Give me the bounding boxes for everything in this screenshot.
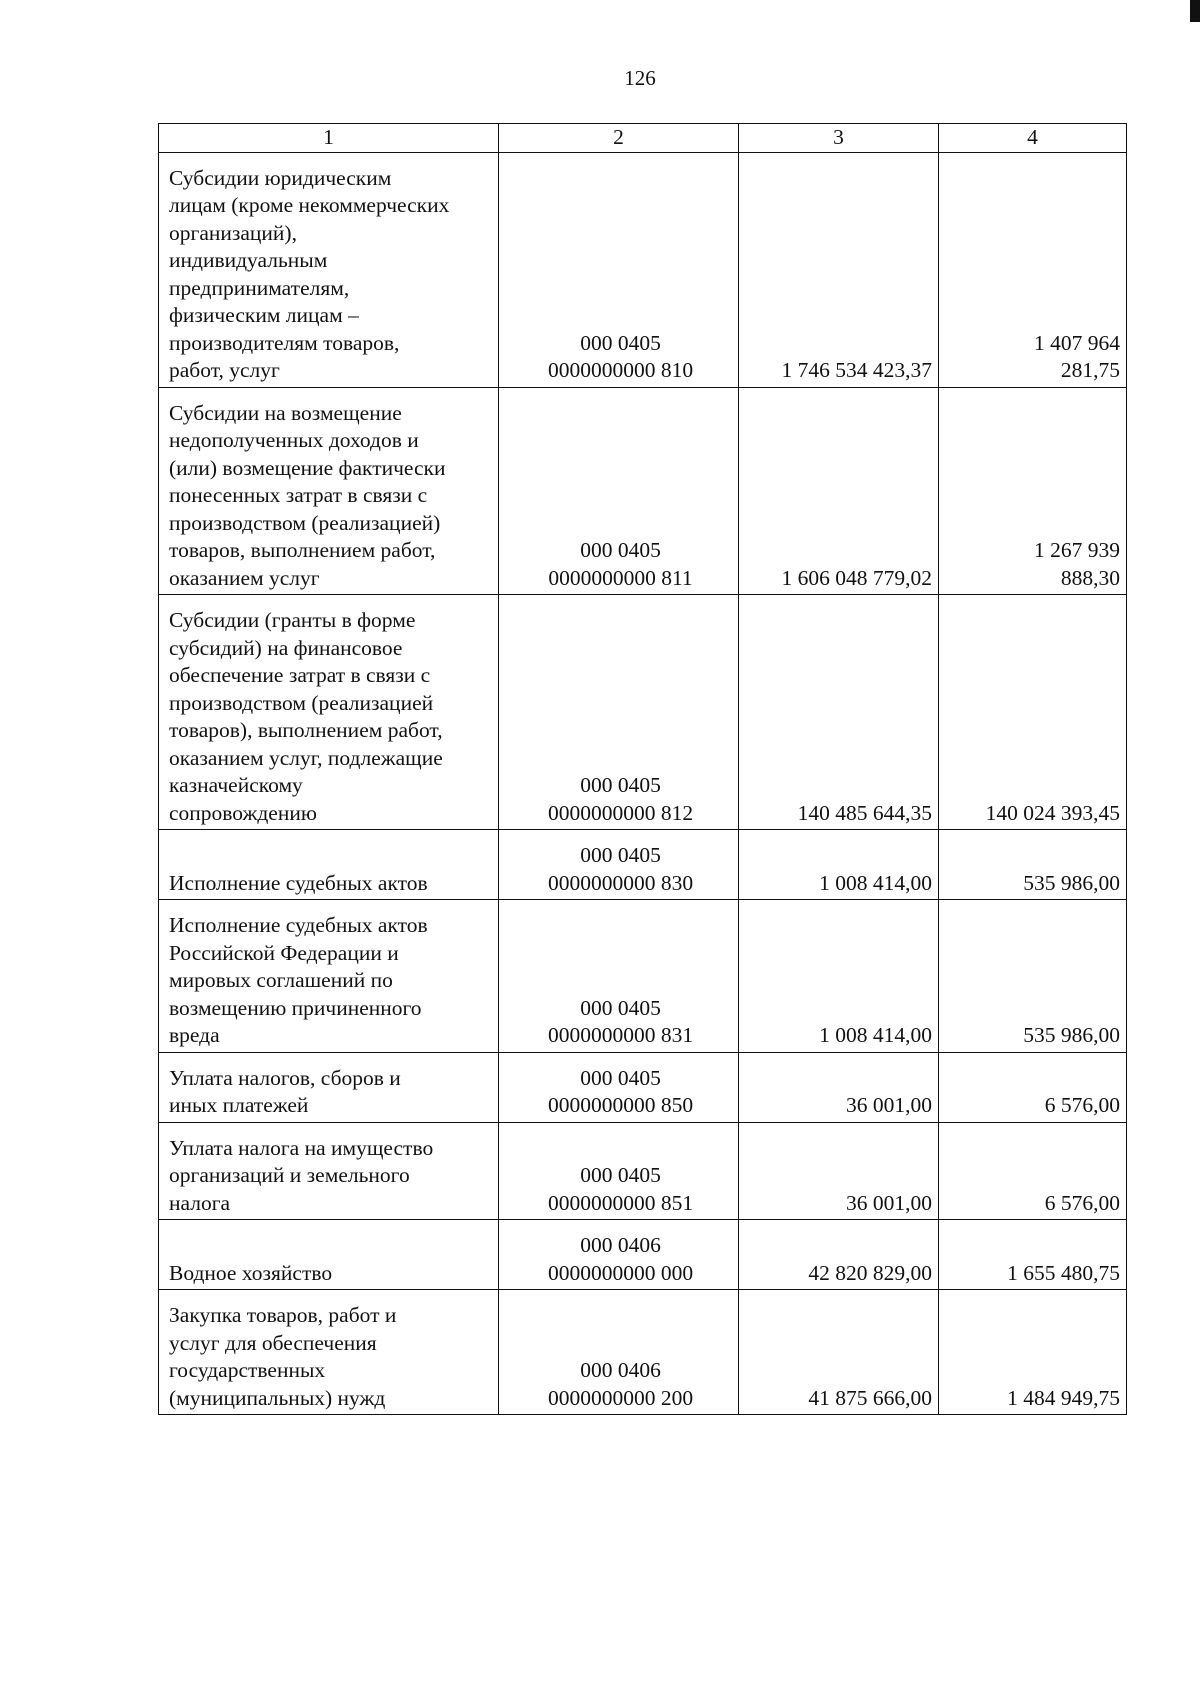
row-value-3-cell	[739, 1220, 939, 1290]
row-value-3: 36 001,00	[846, 1190, 932, 1215]
row-value-3-cell	[739, 1122, 939, 1220]
row-name-cell	[159, 152, 499, 387]
table-row	[159, 1220, 1127, 1290]
row-value-4-cell	[939, 1290, 1127, 1415]
row-value-3-cell	[739, 830, 939, 900]
column-header-4: 4	[939, 124, 1127, 153]
row-code: 000 0405 0000000000 850	[547, 1065, 694, 1117]
row-value-4: 6 576,00	[1044, 1093, 1120, 1117]
row-value-3: 1 746 534 423,37	[781, 358, 932, 382]
row-value-4-cell	[939, 830, 1127, 900]
column-header-2: 2	[499, 124, 739, 153]
row-value-3: 36 001,00	[846, 1093, 932, 1117]
row-value-4-cell	[939, 1220, 1127, 1290]
row-value-4: 535 986,00	[1023, 870, 1120, 895]
table-row	[159, 1052, 1127, 1122]
row-value-4-cell	[939, 1052, 1127, 1122]
row-name-cell	[159, 595, 499, 830]
row-name: Субсидии на возмещение недополученных доходов и (или) возмещение фактически понесенных затрат в связи с производством (реализацией) товаров, выполнением работ, оказанием услуг	[169, 400, 446, 590]
row-name-cell	[159, 900, 499, 1053]
row-code-cell	[499, 387, 739, 595]
row-value-4: 1 655 480,75	[1007, 1260, 1120, 1285]
budget-table	[158, 123, 1127, 1415]
page-number: 126	[624, 66, 656, 90]
row-name-cell	[159, 1052, 499, 1122]
row-value-4-cell	[939, 152, 1127, 387]
row-value-4: 140 024 393,45	[985, 800, 1120, 825]
table-row	[159, 152, 1127, 387]
row-name: Субсидии (гранты в форме субсидий) на финансовое обеспечение затрат в связи с производством (реализацией товаров), выполнением работ, оказанием услуг, подлежащие казначейскому сопровождению	[169, 608, 443, 825]
row-code: 000 0405 0000000000 811	[548, 538, 693, 590]
row-value-3: 41 875 666,00	[808, 1385, 932, 1410]
row-value-4: 1 407 964 281,75	[1034, 330, 1120, 382]
row-code: 000 0406 0000000000 200	[547, 1358, 694, 1410]
row-value-3-cell	[739, 1290, 939, 1415]
row-code: 000 0405 0000000000 812	[547, 773, 694, 825]
row-value-4: 6 576,00	[1044, 1190, 1120, 1215]
row-value-3: 140 485 644,35	[797, 800, 932, 825]
row-value-4-cell	[939, 1122, 1127, 1220]
row-value-4: 1 484 949,75	[1007, 1385, 1120, 1410]
row-name: Водное хозяйство	[169, 1260, 333, 1285]
row-name-cell	[159, 1122, 499, 1220]
column-header-3: 3	[739, 124, 939, 153]
row-code: 000 0405 0000000000 851	[547, 1163, 694, 1215]
row-code-cell	[499, 1052, 739, 1122]
table-row	[159, 1290, 1127, 1415]
row-code-cell	[499, 595, 739, 830]
row-value-3: 1 008 414,00	[819, 1023, 932, 1047]
row-value-3: 1 606 048 779,02	[781, 565, 932, 590]
row-name-cell	[159, 387, 499, 595]
table-row	[159, 595, 1127, 830]
row-value-3: 42 820 829,00	[808, 1260, 932, 1285]
row-name: Уплата налогов, сборов и иных платежей	[169, 1065, 401, 1117]
row-code: 000 0406 0000000000 000	[547, 1233, 694, 1285]
table-row	[159, 387, 1127, 595]
row-code-cell	[499, 900, 739, 1053]
row-value-4-cell	[939, 387, 1127, 595]
row-value-4-cell	[939, 595, 1127, 830]
column-header-1: 1	[159, 124, 499, 153]
row-code-cell	[499, 830, 739, 900]
row-code: 000 0405 0000000000 831	[547, 995, 694, 1047]
row-value-3-cell	[739, 152, 939, 387]
row-code-cell	[499, 152, 739, 387]
row-value-3-cell	[739, 595, 939, 830]
row-code-cell	[499, 1290, 739, 1415]
row-value-3-cell	[739, 387, 939, 595]
row-name: Уплата налога на имущество организаций и земельного налога	[169, 1135, 434, 1215]
row-code-cell	[499, 1122, 739, 1220]
row-code: 000 0405 0000000000 830	[547, 843, 694, 895]
table-row	[159, 900, 1127, 1053]
row-name: Субсидии юридическим лицам (кроме некоммерческих организаций), индивидуальным предпринимателям, физическим лицам – производителям товаров, работ, услуг	[169, 165, 450, 382]
row-value-4: 535 986,00	[1023, 1023, 1120, 1047]
row-value-4-cell	[939, 900, 1127, 1053]
row-value-3-cell	[739, 900, 939, 1053]
row-name: Закупка товаров, работ и услуг для обеспечения государственных (муниципальных) нужд	[169, 1303, 397, 1410]
table-row	[159, 1122, 1127, 1220]
row-code-cell	[499, 1220, 739, 1290]
row-name-cell	[159, 830, 499, 900]
row-value-3-cell	[739, 1052, 939, 1122]
table-row	[159, 830, 1127, 900]
row-value-3: 1 008 414,00	[819, 870, 932, 895]
scan-corner-mark	[1190, 0, 1200, 22]
row-name-cell	[159, 1290, 499, 1415]
row-code: 000 0405 0000000000 810	[547, 330, 694, 382]
row-name: Исполнение судебных актов Российской Федерации и мировых соглашений по возмещению причиненного вреда	[169, 913, 428, 1047]
row-value-4: 1 267 939 888,30	[1034, 538, 1120, 590]
row-name-cell	[159, 1220, 499, 1290]
row-name: Исполнение судебных актов	[169, 870, 428, 895]
table-header-row	[159, 124, 1127, 153]
